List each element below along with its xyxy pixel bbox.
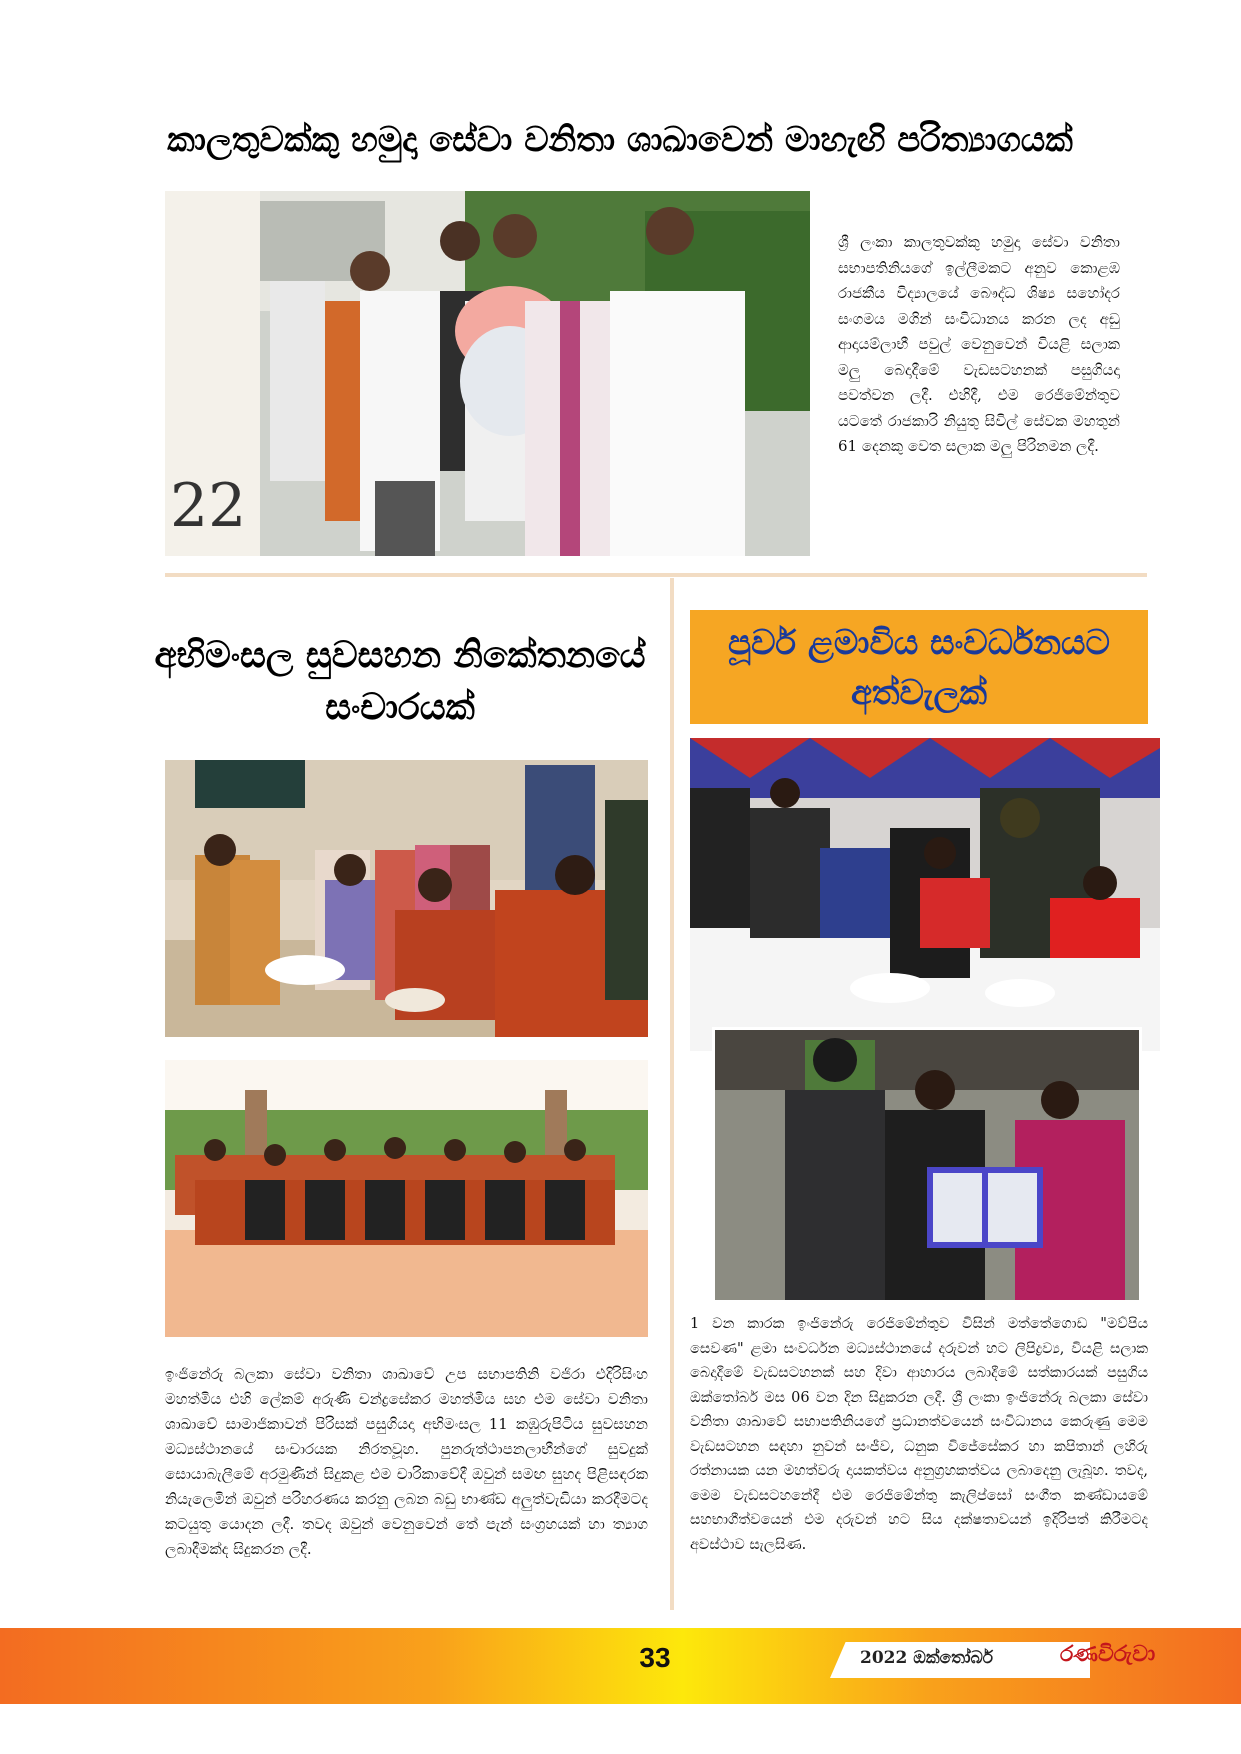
magazine-logo: රණවිරුවා <box>1060 1642 1156 1667</box>
article2-photo-visit <box>165 760 648 1037</box>
column-divider <box>670 578 674 1610</box>
article3-title-line2: අත්වැලක් <box>850 673 988 713</box>
article3-title <box>690 618 1148 718</box>
section-divider <box>165 573 1147 577</box>
article1-title: කාලතුවක්කු හමුදා සේවා වනිතා ශාඛාවෙන් මාහැඟි පරිත්‍යාගයක් <box>167 120 1073 160</box>
article2-body: ඉංජිනේරු බලකා සේවා වනිතා ශාඛාවේ උප සභාපතිනි වජිරා එදිරිසිංහ මහත්මිය එහි ලේකම් අරුණි චන්ද්‍රසේකර මහත්මිය සහ එම සේවා වනිතා ශාඛාවේ සාමාජිකාවන් පිරිසක් පසුගියදා අභිමංසල 11 කඹුරුපිටිය සුවසහන මධ්‍යස්ථානයේ සංචාරයක නිරතවූහ. පුනරුත්ථාපනලාභීන්ගේ සුවදුක් සොයාබැලීමේ අරමුණින් සිදුකළ එම චාරිකාවේදී ඔවුන් සමඟ සුහද පිළිසඳරක නියැලෙමින් ඔවුන් පරිහරණය කරනු ලබන බඩු භාණ්ඩ අලුත්වැඩියා කරදීමටද කටයුතු යොදන ලදී. තවද ඔවුන් වෙනුවෙන් තේ පැන් සංග්‍රහයක් හා ත්‍යාග ලබාදීමක්ද සිදුකරන ලදී. <box>165 1365 648 1558</box>
article2-title-line2: සංචාරයක් <box>325 687 475 728</box>
article2-title <box>150 630 650 734</box>
svg-text:22: 22 <box>170 471 247 541</box>
article3-photo-gift <box>712 1027 1142 1303</box>
issue-date: 2022 ඔක්තෝබර් <box>860 1648 994 1668</box>
page-footer <box>0 1628 1241 1704</box>
article1-photo <box>165 191 810 556</box>
article3-title-box <box>690 610 1148 724</box>
article3-body: 1 වන කාරක ඉංජිනේරු රෙජිමේන්තුව විසින් මත්තේගොඩ "මව්පිය සෙවණ" ළමා සංවර්ධන මධ්‍යස්ථානයේ දරුවන් හට ලිපිද්‍රව්‍ය, වියළි සලාක බෙදාදීමේ වැඩසටහනක් සහ දිවා ආහාරය ලබාදීමේ සත්කාරයක් පසුගිය ඔක්තෝබර් මස 06 වන දින සිදුකරන ලදී. ශ්‍රී ලංකා ඉංජිනේරු බලකා සේවා වනිතා ශාඛාවේ සභාපතිනියගේ ප්‍රධානත්වයෙන් සංවිධානය කෙරුණු මෙම වැඩසටහන සඳහා නුවන් සංජීව, ධනුක විජේසේකර හා කපිතාන් ලහිරු රත්නායක යන මහත්වරු දායකත්වය අනුග්‍රහකත්වය ලබාදෙනු ලැබූහ. තවද, මෙම වැඩසටහනේදී එම රෙජිමේන්තු කැලිප්සෝ සංගීත කණ්ඩායමේ සහභාගීත්වයෙන් එම දරුවන් හට සිය දක්ෂතාවයන් ඉදිරිපත් කිරීමටද අවස්ථාව සැලසිණ. <box>690 1316 1148 1553</box>
article2-title-line1: අභිමංසල සුවසහන නිකේතනයේ <box>154 635 646 676</box>
article3-photo-dining <box>690 738 1160 1051</box>
article2-photo-group <box>165 1060 648 1337</box>
page-number: 33 <box>639 1642 671 1673</box>
article1-body: ශ්‍රී ලංකා කාලතුවක්කු හමුදා සේවා වනිතා සභාපතිනියගේ ඉල්ලීමකට අනුව කොළඹ රාජකීය විද්‍යාලයේ බෞද්ධ ශිෂ්‍ය සහෝදර සංගමය මගින් සංවිධානය කරන ලද අඩු ආදායම්ලාභී පවුල් වෙනුවෙන් වියළි සලාක මලු බෙදාදීමේ වැඩසටහනක් පසුගියදා පවත්වන ලදී. එහිදී, එම රෙජිමේන්තුව යටතේ රාජකාරි නියුතු සිවිල් සේවක මහතුන් 61 දෙනකු වෙත සලාක මලු පිරිනමන ලදී. <box>838 233 1120 455</box>
article3-title-line1: පූර්ව ළමාවිය සංවර්ධනයට <box>728 623 1110 663</box>
